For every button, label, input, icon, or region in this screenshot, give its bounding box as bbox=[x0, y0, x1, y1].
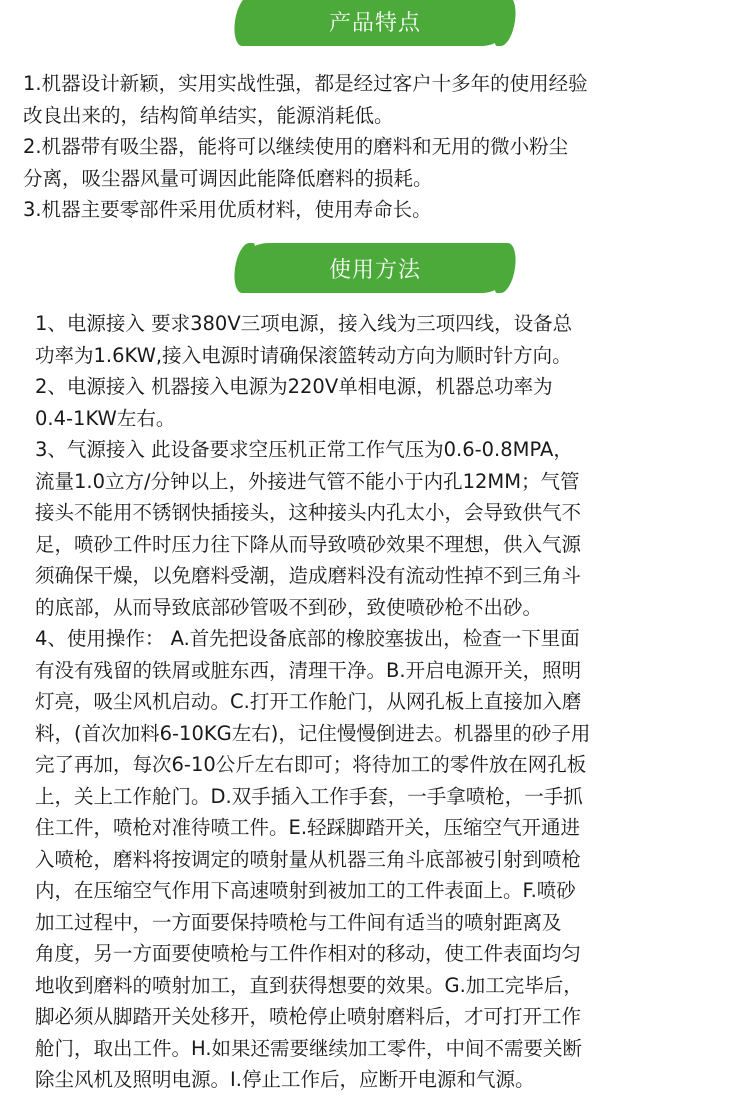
text-line: 分离，吸尘器风量可调因此能降低磨料的损耗。 bbox=[23, 166, 433, 190]
text-line: 接头不能用不锈钢快插接头，这种接头内孔太小，会导致供气不 bbox=[35, 501, 582, 524]
text-line: 1.机器设计新颖，实用实战性强，都是经过客户十多年的使用经验 bbox=[23, 72, 588, 95]
text-line: 角度，另一方面要使喷枪与工件作相对的移动，使工件表面均匀 bbox=[35, 942, 582, 965]
section-banner-usage bbox=[241, 243, 509, 293]
text-line: 须确保干燥，以免磨料受潮，造成磨料没有流动性掉不到三角斗 bbox=[35, 564, 582, 587]
text-line: 功率为1.6KW,接入电源时请确保滚篮转动方向为顺时针方向。 bbox=[35, 343, 572, 367]
features-paragraph bbox=[23, 68, 588, 226]
text-line: 足，喷砂工件时压力往下降从而导致喷砂效果不理想，供入气源 bbox=[35, 532, 582, 556]
text-line: 改良出来的，结构简单结实，能源消耗低。 bbox=[23, 103, 394, 127]
text-line: 加工过程中，一方面要保持喷枪与工件间有适当的喷射距离及 bbox=[35, 910, 562, 934]
text-line: 地收到磨料的喷射加工，直到获得想要的效果。G.加工完毕后， bbox=[35, 973, 583, 997]
text-line: 流量1.0立方/分钟以上，外接进气管不能小于内孔12MM；气管 bbox=[35, 469, 580, 493]
text-line: 2.机器带有吸尘器，能将可以继续使用的磨料和无用的微小粉尘 bbox=[23, 135, 569, 158]
text-line: 舱门，取出工件。H.如果还需要继续加工零件，中间不需要关断 bbox=[35, 1036, 583, 1060]
text-line: 内，在压缩空气作用下高速喷射到被加工的工件表面上。F.喷砂 bbox=[35, 879, 576, 902]
section-title-usage: 使用方法 bbox=[328, 257, 421, 283]
text-line: 1、电源接入 要求380V三项电源，接入线为三项四线，设备总 bbox=[35, 312, 573, 335]
text-line: 除尘风机及照明电源。I.停止工作后，应断开电源和气源。 bbox=[35, 1068, 535, 1091]
text-line: 0.4-1KW左右。 bbox=[35, 406, 176, 430]
text-line: 住工件，喷枪对准待喷工件。E.轻踩脚踏开关，压缩空气开通进 bbox=[35, 816, 581, 839]
text-line: 入喷枪，磨料将按调定的喷射量从机器三角斗底部被引射到喷枪 bbox=[35, 847, 582, 871]
section-title-features: 产品特点 bbox=[328, 10, 421, 36]
text-line: 3、气源接入 此设备要求空压机正常工作气压为0.6-0.8MPA， bbox=[35, 438, 573, 461]
text-line: 上，关上工作舱门。D.双手插入工作手套，一手拿喷枪，一手抓 bbox=[35, 784, 583, 808]
text-line: 完了再加，每次6-10公斤左右即可；将待加工的零件放在网孔板 bbox=[35, 753, 587, 776]
text-line: 灯亮，吸尘风机启动。C.打开工作舱门，从网孔板上直接加入磨 bbox=[35, 690, 582, 713]
text-line: 2、电源接入 机器接入电源为220V单相电源，机器总功率为 bbox=[35, 375, 553, 398]
text-line: 3.机器主要零部件采用优质材料，使用寿命长。 bbox=[23, 198, 432, 221]
usage-paragraph bbox=[35, 308, 590, 1096]
text-line: 脚必须从脚踏开关处移开，喷枪停止喷射磨料后，才可打开工作 bbox=[35, 1005, 582, 1028]
section-banner-features bbox=[241, 0, 509, 46]
text-line: 的底部，从而导致底部砂管吸不到砂，致使喷砂枪不出砂。 bbox=[35, 595, 543, 619]
text-line: 有没有残留的铁屑或脏东西，清理干净。B.开启电源开关，照明 bbox=[35, 658, 582, 682]
text-line: 料，(首次加料6-10KG左右)，记住慢慢倒进去。机器里的砂子用 bbox=[35, 721, 591, 745]
text-line: 4、使用操作： A.首先把设备底部的橡胶塞拔出，检查一下里面 bbox=[35, 627, 580, 650]
